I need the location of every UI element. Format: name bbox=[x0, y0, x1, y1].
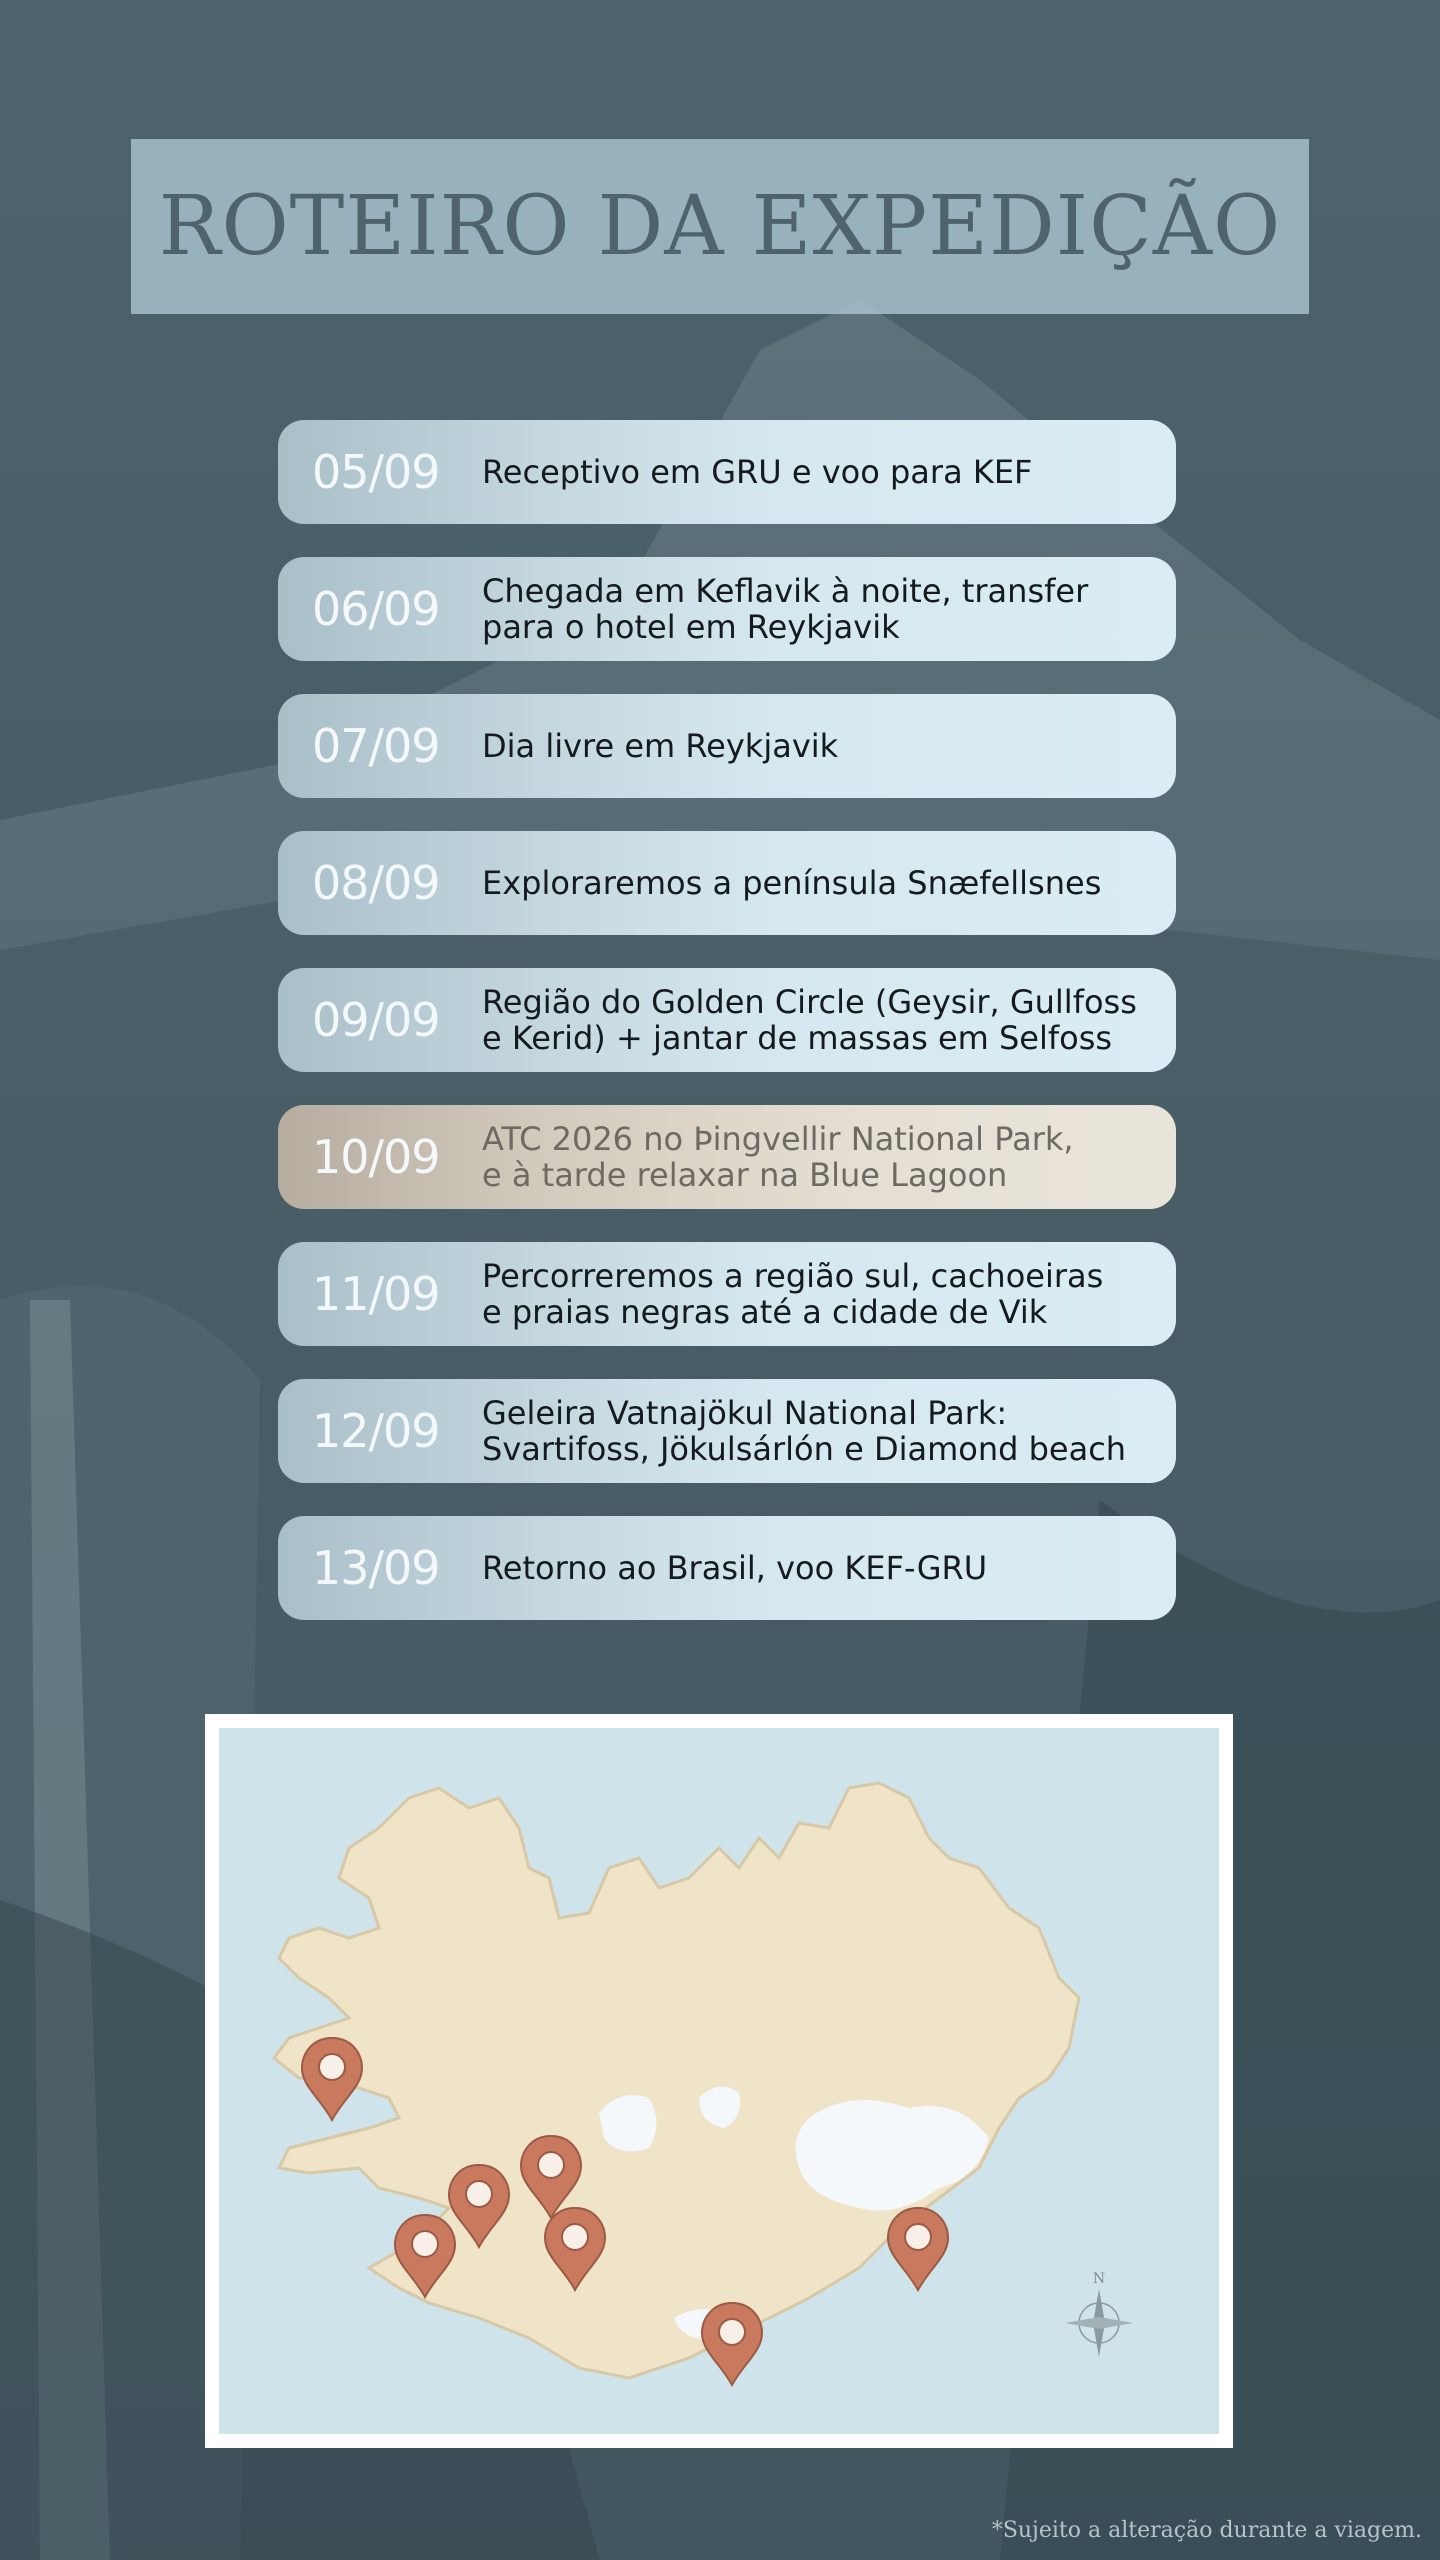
itinerary-item-highlighted bbox=[278, 1105, 1176, 1209]
itinerary-description: Exploraremos a península Snæfellsnes bbox=[482, 864, 1102, 902]
page-title: ROTEIRO DA EXPEDIÇÃO bbox=[158, 179, 1282, 274]
itinerary-date: 12/09 bbox=[312, 1404, 440, 1458]
itinerary-item bbox=[278, 694, 1176, 798]
itinerary-item bbox=[278, 1516, 1176, 1620]
itinerary-date: 06/09 bbox=[312, 582, 440, 636]
itinerary-item bbox=[278, 968, 1176, 1072]
footer-disclaimer: *Sujeito a alteração durante a viagem. bbox=[991, 2518, 1422, 2543]
itinerary-description: ATC 2026 no Þingvellir National Park, e à tarde relaxar na Blue Lagoon bbox=[482, 1120, 1074, 1194]
itinerary-list bbox=[278, 420, 1176, 1653]
itinerary-item bbox=[278, 557, 1176, 661]
title-banner bbox=[131, 139, 1309, 314]
iceland-map bbox=[219, 1728, 1219, 2434]
compass-north-label: N bbox=[1092, 2271, 1106, 2287]
itinerary-description: Receptivo em GRU e voo para KEF bbox=[482, 453, 1033, 491]
itinerary-description: Região do Golden Circle (Geysir, Gullfoss e Kerid) + jantar de massas em Selfoss bbox=[482, 983, 1137, 1057]
itinerary-date: 11/09 bbox=[312, 1267, 440, 1321]
itinerary-date: 07/09 bbox=[312, 719, 440, 773]
itinerary-description: Chegada em Keflavik à noite, transfer para o hotel em Reykjavik bbox=[482, 572, 1089, 646]
iceland-map-frame bbox=[205, 1714, 1233, 2448]
itinerary-description: Percorreremos a região sul, cachoeiras e praias negras até a cidade de Vik bbox=[482, 1257, 1104, 1331]
itinerary-date: 05/09 bbox=[312, 445, 440, 499]
itinerary-date: 13/09 bbox=[312, 1541, 440, 1595]
itinerary-description: Retorno ao Brasil, voo KEF-GRU bbox=[482, 1549, 988, 1587]
itinerary-item bbox=[278, 1379, 1176, 1483]
itinerary-description: Geleira Vatnajökul National Park: Svartifoss, Jökulsárlón e Diamond beach bbox=[482, 1394, 1127, 1468]
itinerary-item bbox=[278, 420, 1176, 524]
itinerary-date: 10/09 bbox=[312, 1130, 440, 1184]
itinerary-description: Dia livre em Reykjavik bbox=[482, 727, 839, 765]
itinerary-date: 09/09 bbox=[312, 993, 440, 1047]
itinerary-item bbox=[278, 1242, 1176, 1346]
itinerary-date: 08/09 bbox=[312, 856, 440, 910]
itinerary-item bbox=[278, 831, 1176, 935]
